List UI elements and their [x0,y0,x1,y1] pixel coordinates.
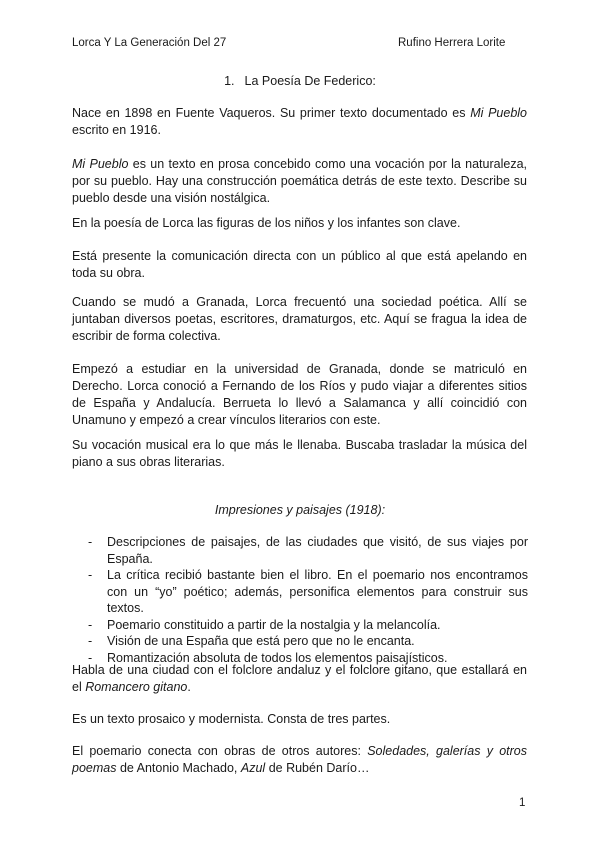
bullet-dash: - [88,568,93,582]
paragraph-text: El poemario conecta con obras de otros autores: [72,744,368,758]
paragraph-text: es un texto en prosa concebido como una vocación por la naturaleza, por su pueblo. Hay una construcción poemática detrás de este texto. Describe su pueblo desde una visión nostálgica. [72,157,527,205]
paragraph-text: escrito en 1916. [72,123,161,137]
paragraph-university: Empezó a estudiar en la universidad de Granada, donde se matriculó en Derecho. Lorca conoció a Fernando de los Ríos y pudo viajar a diferentes sitios de España y Andalucía. Berrueta lo llevó a Salamanca y allí coincidió con Unamuno y empezó a crear vínculos literarios con este. [72,362,527,427]
work-title: Mi Pueblo [72,157,129,171]
list-item-text: Visión de una España que está pero que no le encanta. [107,634,415,648]
section-title: La Poesía De Federico: [244,74,376,88]
paragraph-audience: Está presente la comunicación directa con un público al que está apelando en toda su obra. [72,249,527,280]
paragraph-text: de Rubén Darío… [265,761,370,775]
bullet-dash: - [88,535,93,549]
paragraph-music: Su vocación musical era lo que más le llenaba. Buscaba trasladar la música del piano a sus obras literarias. [72,438,527,469]
header-title: Lorca Y La Generación Del 27 [72,37,227,49]
list-item-text: La crítica recibió bastante bien el libro. En el poemario nos encontramos con un “yo” poético; además, personifica elementos para construir sus textos. [107,568,528,615]
list-item [88,617,528,634]
header-author: Rufino Herrera Lorite [398,37,506,49]
paragraph-text: de Antonio Machado, [116,761,241,775]
list-item-text: Romantización absoluta de todos los elementos paisajísticos. [107,650,448,665]
paragraph-folklore [72,662,527,696]
bullet-dash: - [88,634,93,648]
paragraph-prosaic: Es un texto prosaico y modernista. Consta de tres partes. [72,712,391,726]
work-title: Mi Pueblo [470,106,527,120]
section-number: 1. [224,74,235,88]
bullet-list [88,534,528,666]
subsection-title: Impresiones y paisajes (1918): [214,503,386,517]
paragraph-text: Nace en 1898 en Fuente Vaqueros. Su primer texto documentado es [72,106,471,120]
bullet-dash: - [88,650,93,665]
paragraph-children: En la poesía de Lorca las figuras de los niños y los infantes son clave. [72,216,461,230]
list-item [88,567,528,617]
paragraph-granada: Cuando se mudó a Granada, Lorca frecuentó una sociedad poética. Allí se juntaban diversos poetas, escritores, dramaturgos, etc. Aquí se fragua la idea de escribir de forma colectiva. [72,295,527,343]
list-item [88,534,528,567]
work-title: Romancero gitano [85,680,188,694]
paragraph-birth [72,105,527,139]
list-item-text: Descripciones de paisajes, de las ciudades que visitó, de sus viajes por España. [107,535,528,566]
section-heading [0,74,600,88]
list-item [88,633,528,650]
bullet-dash: - [88,617,93,632]
page-number: 1 [519,797,526,809]
paragraph-text: Habla de una ciudad con el folclore andaluz y el folclore gitano, que estallará en el [72,663,527,694]
paragraph-connections [72,743,527,777]
work-title: Azul [240,761,266,775]
list-item-text: Poemario constituido a partir de la nostalgia y la melancolía. [107,617,441,632]
work-title: Soledades, galerías y otros poemas [72,744,527,775]
paragraph-mi-pueblo [72,156,527,207]
paragraph-text: . [187,680,191,694]
